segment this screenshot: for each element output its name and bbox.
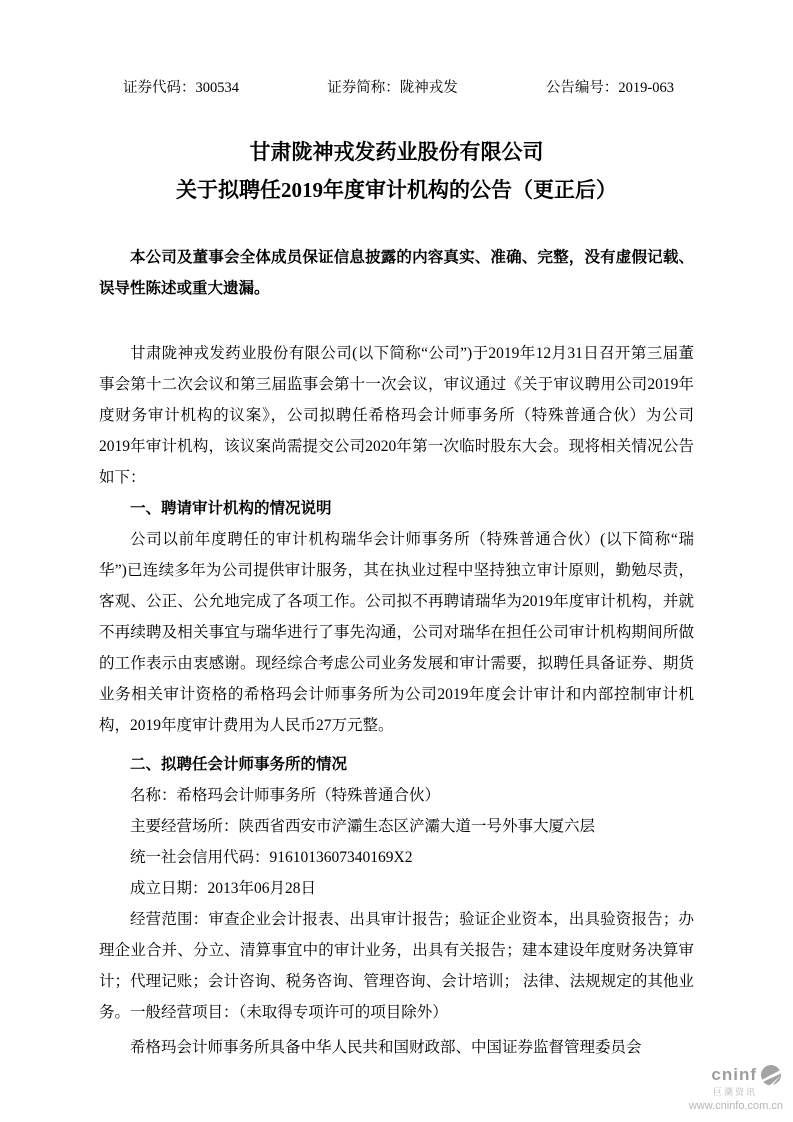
watermark-brand-row [689,1063,783,1087]
section2-heading: 二、拟聘任会计师事务所的情况 [130,756,348,773]
section1-body: 公司以前年度聘任的审计机构瑞华会计师事务所（特殊普通合伙）(以下简称“瑞华”)已连续多年为公司提供审计服务，其在执业过程中坚持独立审计原则，勤勉尽责，客观、公正、公允地完成了各项工作。公司拟不再聘请瑞华为2019年度审计机构，并就不再续聘及相关事宜与瑞华进行了事先沟通，公司对瑞华在担任公司审计机构期间所做的工作表示由衷感谢。现经综合考虑公司业务发展和审计需要，拟聘任具备证券、期货业务相关审计资格的希格玛会计师事务所为公司2019年度会计审计和内部控制审计机构，2019年度审计费用为人民币27万元整。 [99,531,694,734]
watermark-name: 巨潮资讯 [712,1087,757,1098]
cninfo-swirl-icon [759,1063,783,1087]
watermark-brand: cninf [711,1064,757,1084]
closing-paragraph: 希格玛会计师事务所具备中华人民共和国财政部、中国证券监督管理委员会 [130,1039,642,1056]
intro-paragraph: 甘肃陇神戎发药业股份有限公司(以下简称“公司”)于2019年12月31日召开第三届董事会第十二次会议和第三届监事会第十一次会议，审议通过《关于审议聘用公司2019年度财务审计机构的议案》，公司拟聘任希格玛会计师事务所（特殊普通合伙）为公司2019年审计机构，该议案尚需提交公司2020年第一次临时股东大会。现将相关情况公告如下： [99,345,694,486]
document-title [99,133,694,209]
watermark-url: www.cninfo.com.cn [688,1099,783,1112]
stock-code: 证券代码：300534 [123,80,239,96]
firm-name: 名称：希格玛会计师事务所（特殊普通合伙） [130,787,441,804]
credit-code: 统一社会信用代码：9161013607340169X2 [130,849,413,866]
business-scope: 经营范围：审查企业会计报表、出具审计报告；验证企业资本，出具验资报告；办理企业合并、分立、清算事宜中的审计业务，出具有关报告；建本建设年度财务决算审计；代理记账；会计咨询、税务咨询、管理咨询、会计培训； 法律、法规规定的其他业务。一般经营项目：（未取得专项许可的项目除外） [99,911,694,1021]
business-address: 主要经营场所：陕西省西安市浐灞生态区浐灞大道一号外事大厦六层 [130,818,596,835]
stock-abbr: 证券简称：陇神戎发 [327,80,458,96]
cninfo-watermark [689,1063,783,1112]
establish-date: 成立日期：2013年06月28日 [130,880,317,897]
section1-heading: 一、聘请审计机构的情况说明 [130,500,332,517]
doc-header [99,80,694,97]
title-line-2: 关于拟聘任2019年度审计机构的公告（更正后） [176,178,617,202]
announcement-number: 公告编号：2019-063 [545,80,674,96]
title-line-1: 甘肃陇神戎发药业股份有限公司 [249,140,544,164]
disclaimer-statement: 本公司及董事会全体成员保证信息披露的内容真实、准确、完整，没有虚假记载、误导性陈述或重大遗漏。 [99,249,694,297]
